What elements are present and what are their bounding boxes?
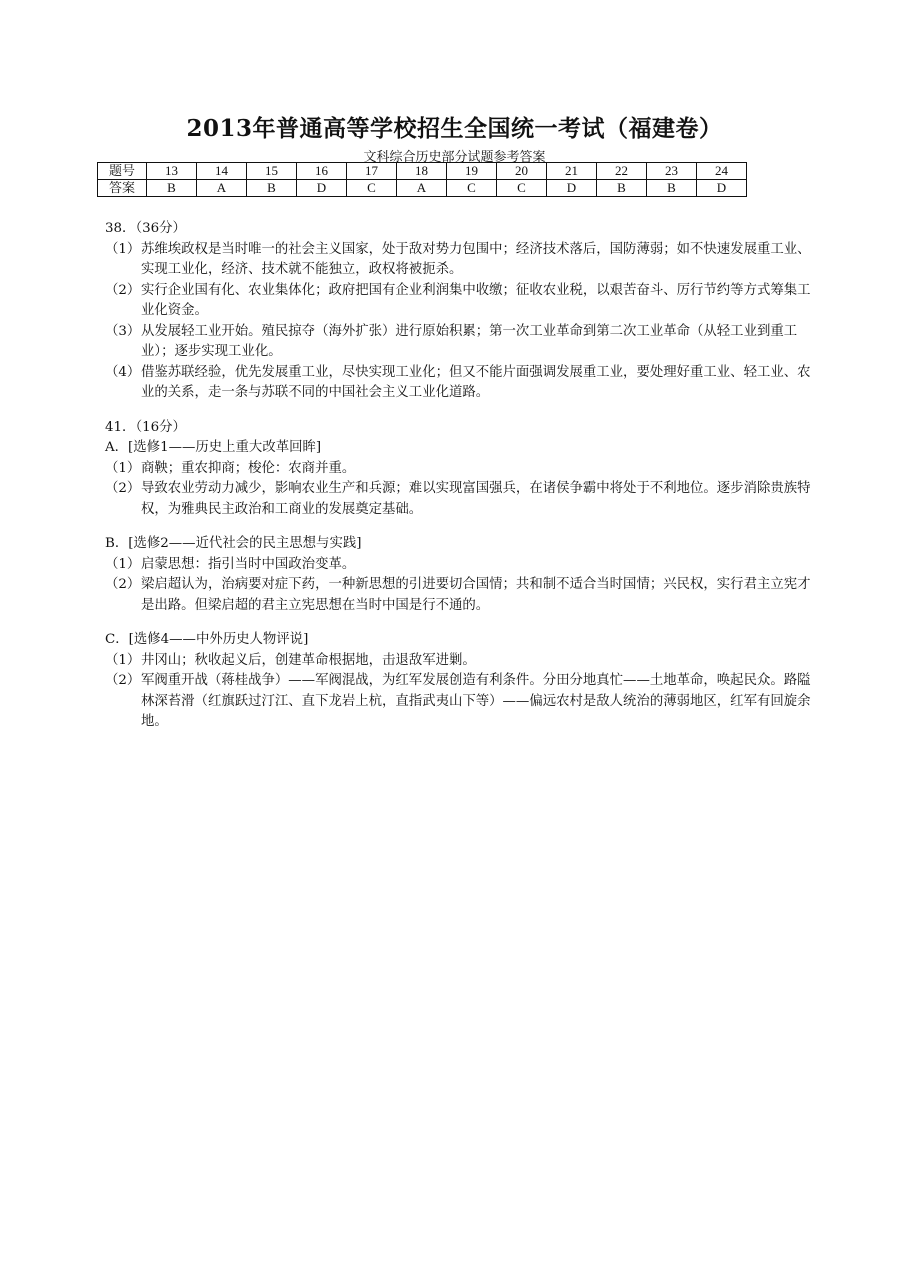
- section-a-label: A．[选修1——历史上重大改革回眸]: [105, 440, 322, 455]
- question-41-heading: 41．（16分）: [105, 419, 186, 435]
- table-cell: C: [347, 180, 397, 197]
- table-cell: D: [547, 180, 597, 197]
- item-text: 商鞅；重农抑商；梭伦：农商并重。: [141, 460, 356, 476]
- section-c-label: C．[选修4——中外历史人物评说]: [105, 632, 309, 647]
- question-38-heading: 38．（36分）: [105, 221, 186, 236]
- answer-table: [97, 162, 747, 197]
- item-number: （2）: [105, 481, 141, 496]
- table-cell: C: [497, 180, 547, 197]
- row-label-answer: 答案: [98, 180, 147, 197]
- table-cell: 23: [647, 163, 697, 180]
- table-cell: D: [697, 180, 747, 197]
- item-text: 从发展轻工业开始。殖民掠夺（海外扩张）进行原始积累；第一次工业革命到第二次工业革命（从轻工业到重工业）；逐步实现工业化。: [141, 323, 798, 359]
- table-cell: 15: [247, 163, 297, 180]
- item-number: （1）: [105, 652, 141, 668]
- table-cell: B: [247, 180, 297, 197]
- table-cell: D: [297, 180, 347, 197]
- item-text: 军阀重开战（蒋桂战争）——军阀混战，为红军发展创造有利条件。分田分地真忙——土地革命，唤起民众。路隘林深苔滑（红旗跃过汀江、直下龙岩上杭，直指武夷山下等）——偏远农村是敌人统治的薄弱地区，红军有回旋余地。: [141, 673, 811, 729]
- page-subtitle: 文科综合历史部分试题参考答案: [363, 150, 546, 165]
- table-cell: 18: [397, 163, 447, 180]
- item-number: （2）: [105, 577, 141, 592]
- list-item: [105, 575, 815, 616]
- table-cell: B: [147, 180, 197, 197]
- list-item: [105, 240, 815, 281]
- table-cell: 17: [347, 163, 397, 180]
- item-text: 启蒙思想：指引当时中国政治变革。: [141, 556, 356, 572]
- table-cell: A: [197, 180, 247, 197]
- answer-body: [105, 219, 815, 733]
- table-cell: 14: [197, 163, 247, 180]
- item-text: 井冈山；秋收起义后，创建革命根据地，击退敌军进剿。: [141, 652, 476, 668]
- table-row: [98, 180, 747, 197]
- table-cell: 24: [697, 163, 747, 180]
- list-item: [105, 363, 815, 404]
- table-cell: C: [447, 180, 497, 197]
- item-number: （2）: [105, 673, 141, 688]
- table-row: [98, 163, 747, 180]
- list-item: [105, 459, 815, 480]
- list-item: [105, 651, 815, 672]
- item-number: （1）: [105, 241, 141, 257]
- table-cell: B: [597, 180, 647, 197]
- item-text: 借鉴苏联经验，优先发展重工业，尽快实现工业化；但又不能片面强调发展重工业，要处理好重工业、轻工业、农业的关系，走一条与苏联不同的中国社会主义工业化道路。: [141, 364, 811, 400]
- item-number: （4）: [105, 364, 141, 380]
- table-cell: B: [647, 180, 697, 197]
- list-item: [105, 479, 815, 520]
- table-cell: A: [397, 180, 447, 197]
- list-item: [105, 322, 815, 363]
- section-b-label: B．[选修2——近代社会的民主思想与实践]: [105, 536, 362, 551]
- table-cell: 19: [447, 163, 497, 180]
- table-cell: 22: [597, 163, 647, 180]
- list-item: [105, 281, 815, 322]
- item-number: （2）: [105, 282, 141, 298]
- item-text: 梁启超认为，治病要对症下药，一种新思想的引进要切合国情；共和制不适合当时国情；兴民权，实行君主立宪才是出路。但梁启超的君主立宪思想在当时中国是行不通的。: [141, 577, 811, 613]
- item-number: （1）: [105, 556, 141, 572]
- list-item: [105, 555, 815, 576]
- item-number: （3）: [105, 323, 141, 339]
- item-text: 实行企业国有化、农业集体化；政府把国有企业利润集中收缴；征收农业税，以艰苦奋斗、厉行节约等方式筹集工业化资金。: [141, 282, 811, 318]
- table-cell: 21: [547, 163, 597, 180]
- item-text: 苏维埃政权是当时唯一的社会主义国家，处于敌对势力包围中；经济技术落后，国防薄弱；如不快速发展重工业、实现工业化，经济、技术就不能独立，政权将被扼杀。: [141, 241, 811, 277]
- item-text: 导致农业劳动力减少，影响农业生产和兵源；难以实现富国强兵，在诸侯争霸中将处于不利地位。逐步消除贵族特权，为雅典民主政治和工商业的发展奠定基础。: [141, 481, 811, 517]
- row-label-number: 题号: [98, 163, 147, 180]
- page-title: 2013年普通高等学校招生全国统一考试（福建卷）: [186, 115, 723, 142]
- table-cell: 20: [497, 163, 547, 180]
- table-cell: 13: [147, 163, 197, 180]
- item-number: （1）: [105, 460, 141, 476]
- list-item: [105, 671, 815, 733]
- table-cell: 16: [297, 163, 347, 180]
